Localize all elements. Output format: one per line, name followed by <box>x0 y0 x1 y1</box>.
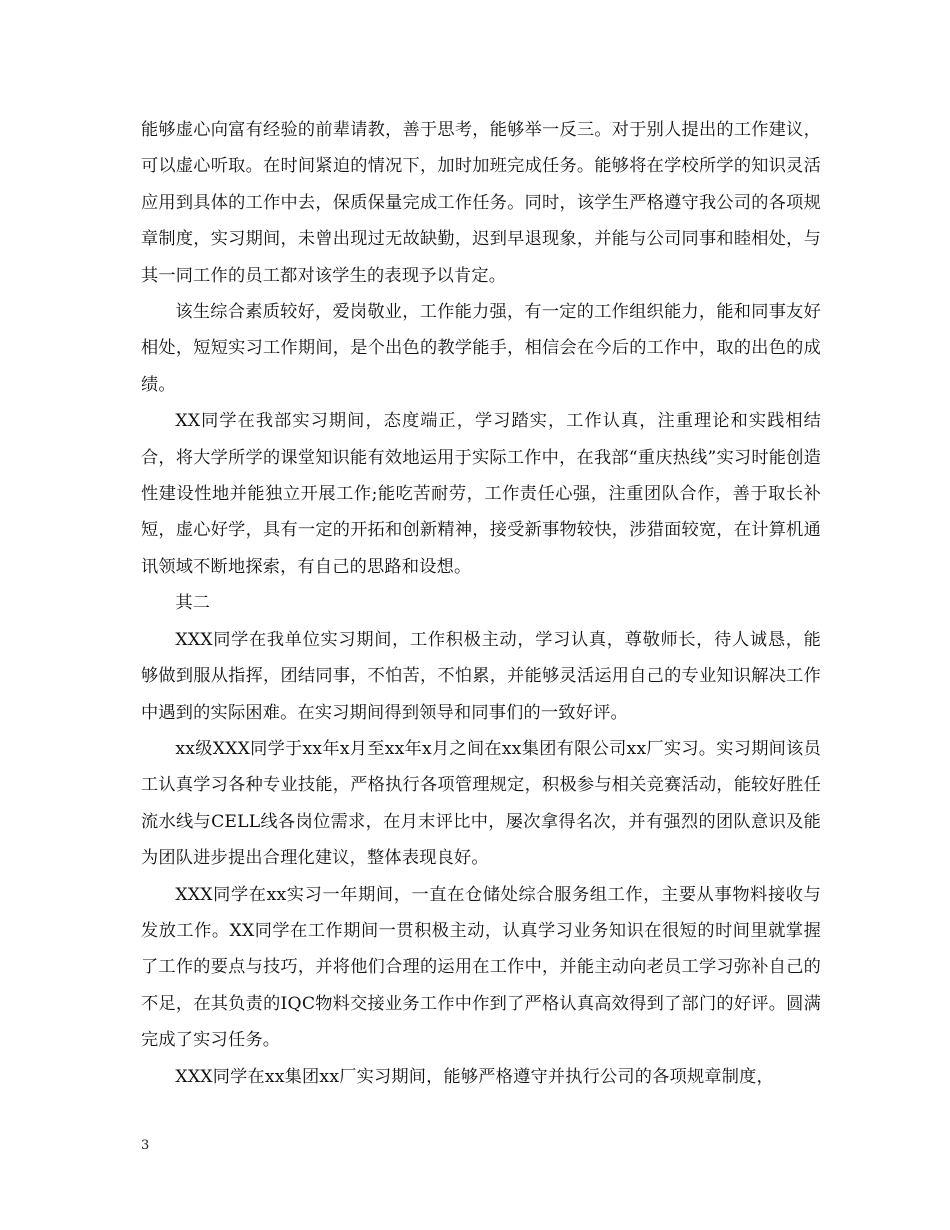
document-body <box>141 112 821 1095</box>
section-heading-qi-er: 其二 <box>175 593 211 614</box>
paragraph-7: XXX同学在xx集团xx厂实习期间，能够严格遵守并执行公司的各项规章制度， <box>175 1066 774 1087</box>
page-number: 3 <box>141 1138 150 1153</box>
paragraph-1: 能够虚心向富有经验的前辈请教，善于思考，能够举一反三。对于别人提出的工作建议，可以虚心听取。在时间紧迫的情况下，加时加班完成任务。能够将在学校所学的知识灵活应用到具体的工作中去，保质保量完成工作任务。同时，该学生严格遵守我公司的各项规章制度，实习期间，未曾出现过无故缺勤，迟到早退现象，并能与公司同事和睦相处，与其一同工作的员工都对该学生的表现予以肯定。 <box>141 120 821 286</box>
paragraph-6: XXX同学在xx实习一年期间，一直在仓储处综合服务组工作，主要从事物料接收与发放工作。XX同学在工作期间一贯积极主动，认真学习业务知识在很短的时间里就掌握了工作的要点与技巧，并将他们合理的运用在工作中，并能主动向老员工学习弥补自己的不足，在其负责的IQC物料交接业务工作中作到了严格认真高效得到了部门的好评。圆满完成了实习任务。 <box>141 884 821 1051</box>
paragraph-5: xx级XXX同学于xx年x月至xx年x月之间在xx集团有限公司xx厂实习。实习期间该员工认真学习各种专业技能，严格执行各项管理规定，积极参与相关竞赛活动，能较好胜任流水线与CELL线各岗位需求，在月末评比中，屡次拿得名次，并有强烈的团队意识及能为团队进步提出合理化建议，整体表现良好。 <box>141 738 821 869</box>
paragraph-3: XX同学在我部实习期间，态度端正，学习踏实，工作认真，注重理论和实践相结合，将大学所学的课堂知识能有效地运用于实际工作中，在我部“重庆热线”实习时能创造性建设性地并能独立开展工作;能吃苦耐劳，工作责任心强，注重团队合作，善于取长补短，虚心好学，具有一定的开拓和创新精神，接受新事物较快，涉猎面较宽，在计算机通讯领域不断地探索，有自己的思路和设想。 <box>141 411 821 577</box>
paragraph-4: XXX同学在我单位实习期间，工作积极主动，学习认真，尊敬师长，待人诚恳，能够做到服从指挥，团结同事，不怕苦，不怕累，并能够灵活运用自己的专业知识解决工作中遇到的实际困难。在实习期间得到领导和同事们的一致好评。 <box>141 629 821 723</box>
paragraph-2: 该生综合素质较好，爱岗敬业，工作能力强，有一定的工作组织能力，能和同事友好相处，短短实习工作期间，是个出色的教学能手，相信会在今后的工作中，取的出色的成绩。 <box>141 302 821 395</box>
